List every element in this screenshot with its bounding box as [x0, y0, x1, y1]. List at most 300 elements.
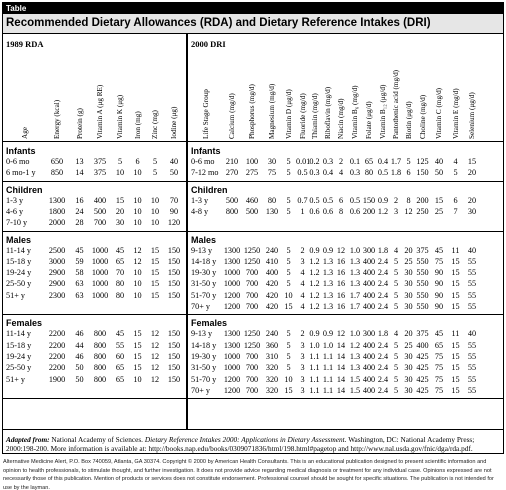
dri-value-cell: 1200: [223, 302, 241, 311]
left-col-header: Iodine (μg): [170, 106, 178, 139]
rda-age-cell: 11-14 y: [6, 329, 31, 339]
dri-value-cell: 400: [362, 363, 376, 373]
right-col-header: Calcium (mg/d): [228, 93, 236, 139]
rda-value-cell: 15: [150, 279, 160, 289]
dri-value-cell: 150: [362, 195, 376, 205]
rda-value-cell: 500: [93, 206, 107, 216]
rda-value-cell: 1000: [91, 245, 109, 255]
dri-value-cell: 1.1: [309, 374, 320, 384]
rda-value-cell: 63: [75, 290, 84, 300]
dri-value-cell: 40: [434, 157, 444, 166]
dri-value-cell: 400: [362, 302, 376, 311]
left-col-header: Protein (g): [75, 108, 84, 139]
rda-value-cell: 850: [50, 168, 64, 178]
dri-value-cell: 30: [404, 363, 413, 373]
dri-value-cell: 5: [393, 351, 399, 361]
dri-value-cell: 5: [286, 206, 291, 216]
dri-value-cell: 1000: [223, 351, 241, 361]
dri-value-cell: 4: [300, 302, 305, 311]
dri-value-cell: 5: [286, 168, 291, 178]
rda-value-cell: 800: [93, 329, 107, 339]
dri-value-cell: 5: [393, 385, 399, 395]
dri-stage-cell: 70+ y: [191, 302, 210, 311]
dri-value-cell: 5: [286, 340, 291, 350]
dri-value-cell: 14: [336, 374, 346, 384]
group-label-rda: Infants: [6, 146, 36, 156]
dri-value-cell: 30: [404, 302, 413, 311]
dri-value-cell: 1.3: [349, 256, 361, 266]
rda-age-cell: 1-3 y: [6, 195, 24, 205]
dri-value-cell: 11: [451, 245, 460, 255]
rda-value-cell: 44: [75, 340, 84, 350]
right-col-header: Vitamin B₆ (mg/d): [351, 85, 359, 139]
rda-value-cell: 10: [133, 279, 142, 289]
rda-value-cell: 14: [75, 168, 84, 178]
dri-value-cell: 1200: [223, 290, 241, 300]
dri-value-cell: 1000: [223, 268, 241, 278]
dri-value-cell: 0.3: [322, 157, 334, 166]
rda-age-cell: 4-6 y: [6, 206, 24, 216]
rda-age-cell: 25-50 y: [6, 363, 32, 373]
right-col-header: Vitamin B₁₂ (μg/d): [379, 84, 387, 139]
rda-age-cell: 19-24 y: [6, 351, 32, 361]
dri-value-cell: 90: [434, 302, 444, 311]
rda-value-cell: 15: [133, 351, 142, 361]
dri-value-cell: 0.5: [322, 195, 334, 205]
dri-value-cell: 1300: [223, 245, 241, 255]
dri-value-cell: 1.2: [309, 302, 320, 311]
dri-value-cell: 1.1: [322, 385, 334, 395]
dri-value-cell: 25: [404, 340, 413, 350]
dri-value-cell: 375: [416, 329, 429, 339]
left-col-header: Vitamin K (μg): [116, 94, 124, 139]
group-separator: [3, 314, 503, 315]
right-col-header: Choline (mg/d): [418, 94, 427, 139]
rda-value-cell: 5: [117, 157, 123, 166]
rda-value-cell: 13: [75, 157, 84, 166]
dri-stage-cell: 4-8 y: [191, 206, 209, 216]
right-col-header: Riboflavin (mg/d): [324, 86, 332, 139]
dri-value-cell: 3: [300, 374, 305, 384]
dri-value-cell: 420: [265, 279, 279, 289]
dri-value-cell: 10: [284, 374, 293, 384]
dri-value-cell: 270: [225, 168, 239, 178]
dri-value-cell: 420: [265, 302, 279, 311]
rda-value-cell: 90: [169, 206, 179, 216]
dri-value-cell: 15: [451, 351, 460, 361]
dri-value-cell: 1.1: [322, 351, 334, 361]
dri-value-cell: 12: [404, 206, 413, 216]
dri-value-cell: 5: [393, 302, 399, 311]
dri-stage-cell: 14-18 y: [191, 340, 217, 350]
dri-value-cell: 1.2: [309, 279, 320, 289]
dri-value-cell: 75: [267, 168, 277, 178]
dri-stage-cell: 9-13 y: [191, 329, 213, 339]
rda-value-cell: 45: [115, 245, 125, 255]
rda-value-cell: 10: [133, 206, 142, 216]
rda-value-cell: 1000: [91, 256, 109, 266]
dri-value-cell: 210: [225, 157, 239, 166]
right-col-header: Thiamin (mg/d): [310, 93, 319, 139]
dri-value-cell: 425: [416, 363, 429, 373]
dri-value-cell: 1.1: [322, 363, 334, 373]
dri-value-cell: 30: [404, 374, 413, 384]
dri-value-cell: 25: [404, 256, 413, 266]
dri-value-cell: 410: [265, 256, 279, 266]
dri-value-cell: 1.3: [322, 290, 334, 300]
dri-value-cell: 4: [453, 157, 458, 166]
dri-value-cell: 400: [362, 385, 376, 395]
dri-value-cell: 0.9: [309, 245, 320, 255]
dri-value-cell: 5: [286, 363, 291, 373]
dri-value-cell: 16: [336, 256, 346, 266]
dri-value-cell: 425: [416, 374, 429, 384]
rda-value-cell: 15: [150, 245, 160, 255]
dri-value-cell: 14: [336, 351, 346, 361]
dri-value-cell: 25: [434, 206, 444, 216]
dri-value-cell: 550: [416, 256, 429, 266]
rda-value-cell: 2300: [48, 290, 66, 300]
rda-value-cell: 12: [150, 351, 160, 361]
dri-stage-cell: 0-6 mo: [191, 157, 215, 166]
dri-value-cell: 20: [467, 168, 477, 178]
rda-value-cell: 46: [75, 329, 84, 339]
dri-value-cell: 1.7: [349, 290, 361, 300]
rda-value-cell: 65: [115, 256, 125, 266]
dri-value-cell: 1.0: [309, 340, 320, 350]
dri-value-cell: 2: [393, 195, 399, 205]
right-col-header: Biotin (μg/d): [404, 101, 413, 139]
dri-stage-cell: 51-70 y: [191, 290, 217, 300]
dri-value-cell: 45: [434, 329, 444, 339]
rda-value-cell: 150: [167, 340, 181, 350]
dri-value-cell: 320: [265, 363, 279, 373]
right-col-header: Niacin (mg/d): [337, 98, 345, 139]
dri-value-cell: 1.3: [349, 268, 361, 278]
rda-value-cell: 700: [93, 218, 107, 228]
dri-value-cell: 240: [265, 245, 279, 255]
dri-value-cell: 2.4: [377, 363, 389, 373]
rda-value-cell: 1000: [91, 279, 109, 289]
dri-value-cell: 275: [245, 168, 259, 178]
rda-value-cell: 30: [115, 218, 125, 228]
right-col-header: Magnesium (mg/d): [268, 83, 276, 139]
dri-value-cell: 1300: [223, 256, 241, 266]
rda-value-cell: 80: [115, 279, 125, 289]
dri-value-cell: 8: [338, 206, 344, 216]
dri-value-cell: 1.3: [349, 363, 361, 373]
rda-age-cell: 7-10 y: [6, 218, 28, 228]
source-italic: Dietary Reference Intakes 2000: Applications in Dietary Assessment.: [144, 435, 347, 444]
dri-value-cell: 55: [467, 363, 477, 373]
dri-value-cell: 55: [467, 340, 477, 350]
dri-value-cell: 3: [300, 340, 305, 350]
rda-value-cell: 150: [167, 290, 181, 300]
rda-value-cell: 50: [169, 168, 179, 178]
group-separator: [3, 398, 503, 399]
dri-stage-cell: 31-50 y: [191, 363, 217, 373]
rda-value-cell: 15: [133, 363, 142, 373]
dri-value-cell: 1.3: [322, 279, 334, 289]
rda-value-cell: 2500: [48, 245, 66, 255]
dri-value-cell: 3: [300, 363, 305, 373]
dri-value-cell: 65: [434, 340, 444, 350]
dri-value-cell: 30: [404, 268, 413, 278]
dri-value-cell: 30: [404, 279, 413, 289]
dri-value-cell: 5: [286, 157, 291, 166]
dri-value-cell: 3: [300, 256, 305, 266]
dri-value-cell: 800: [225, 206, 239, 216]
dri-value-cell: 1.7: [349, 302, 361, 311]
header-rule: [3, 141, 503, 142]
right-col-header: Fluoride (mg/d): [298, 93, 307, 139]
dri-stage-cell: 1-3 y: [191, 195, 209, 205]
dri-value-cell: 4: [300, 279, 305, 289]
source-note: [6, 435, 502, 453]
dri-value-cell: 400: [416, 340, 429, 350]
dri-value-cell: 1.2: [377, 206, 389, 216]
dri-value-cell: 2: [300, 329, 305, 339]
dri-value-cell: 0.4: [322, 168, 334, 178]
dri-value-cell: 1.2: [309, 256, 320, 266]
rda-value-cell: 50: [75, 363, 84, 373]
dri-value-cell: 1.3: [322, 302, 334, 311]
right-col-header: Vitamin D (μg/d): [284, 89, 293, 139]
right-col-header: Folate (μg/d): [365, 101, 373, 139]
dri-value-cell: 20: [467, 195, 477, 205]
rda-value-cell: 58: [75, 268, 84, 278]
dri-value-cell: 5: [393, 279, 399, 289]
dri-value-cell: 15: [451, 374, 460, 384]
dri-value-cell: 30: [404, 290, 413, 300]
dri-value-cell: 15: [451, 279, 460, 289]
rda-value-cell: 70: [169, 195, 179, 205]
dri-value-cell: 700: [245, 374, 259, 384]
dri-value-cell: 400: [362, 340, 376, 350]
dri-value-cell: 20: [404, 245, 413, 255]
dri-value-cell: 550: [416, 290, 429, 300]
rda-value-cell: 650: [50, 157, 64, 166]
rda-value-cell: 150: [167, 245, 181, 255]
dri-value-cell: 2.4: [377, 351, 389, 361]
dri-stage-cell: 19-30 y: [191, 268, 217, 278]
dri-value-cell: 8: [406, 195, 411, 205]
dri-value-cell: 425: [416, 385, 429, 395]
rda-value-cell: 375: [93, 168, 107, 178]
dri-value-cell: 15: [451, 290, 460, 300]
dri-value-cell: 2.4: [377, 290, 389, 300]
footer-copyright: Alternative Medicine Alert, P.O. Box 740059, Atlanta, GA 30374. Copyright © 2000 by American Health Consultants. This is an educational publication designed to present scientific information and opinion to health professionals, to stimulate thought, and further investigation. It does not provide advice regarding medical diagnosis or treatment for any individual case. Opinions expressed are not necessarily those of this publication. Mention of products or services does not constitute endorsement. Professional counsel should be sought for specific situations. The publication is not intended for use by the layman.: [3, 459, 494, 490]
dri-value-cell: 1.1: [309, 363, 320, 373]
rda-age-cell: 11-14 y: [6, 245, 31, 255]
dri-value-cell: 12: [336, 245, 346, 255]
dri-value-cell: 6: [406, 168, 411, 178]
dri-value-cell: 16: [336, 268, 346, 278]
dri-value-cell: 5: [393, 290, 399, 300]
dri-value-cell: 1.8: [390, 168, 402, 178]
right-col-header: Selenium (μg/d): [468, 92, 476, 139]
rda-value-cell: 12: [150, 340, 160, 350]
dri-value-cell: 50: [434, 168, 444, 178]
rda-value-cell: 40: [169, 157, 179, 166]
rda-value-cell: 12: [150, 329, 160, 339]
dri-value-cell: 1.0: [349, 245, 361, 255]
dri-value-cell: 2: [338, 157, 344, 166]
dri-value-cell: 0.2: [309, 157, 320, 166]
dri-value-cell: 55: [467, 290, 477, 300]
group-label-dri: Males: [191, 234, 217, 245]
rda-value-cell: 10: [133, 168, 142, 178]
rda-value-cell: 375: [93, 157, 107, 166]
dri-value-cell: 400: [362, 268, 376, 278]
dri-value-cell: 15: [467, 157, 477, 166]
right-col-header: Phosphorus (mg/d): [248, 84, 256, 139]
rda-value-cell: 150: [167, 329, 181, 339]
dri-value-cell: 15: [451, 385, 460, 395]
dri-value-cell: 12: [336, 329, 346, 339]
dri-value-cell: 80: [267, 195, 277, 205]
dri-value-cell: 1.3: [322, 256, 334, 266]
rda-value-cell: 1900: [48, 374, 66, 384]
left-col-header: Vitamin A (μg RE): [96, 84, 104, 139]
rda-value-cell: 10: [150, 206, 160, 216]
rda-value-cell: 2200: [48, 340, 66, 350]
dri-value-cell: 300: [362, 245, 376, 255]
rda-value-cell: 12: [150, 363, 160, 373]
dri-value-cell: 6: [338, 195, 344, 205]
dri-value-cell: 1250: [243, 245, 261, 255]
dri-value-cell: 425: [416, 351, 429, 361]
rda-value-cell: 15: [133, 329, 142, 339]
dri-value-cell: 0.1: [349, 157, 361, 166]
dri-value-cell: 0.01: [296, 157, 311, 166]
dri-value-cell: 400: [362, 290, 376, 300]
rda-value-cell: 10: [133, 290, 142, 300]
group-label-rda: Males: [6, 234, 32, 245]
rda-value-cell: 800: [93, 340, 107, 350]
dri-value-cell: 0.9: [377, 195, 389, 205]
dri-value-cell: 75: [434, 351, 444, 361]
dri-value-cell: 300: [362, 329, 376, 339]
left-col-header: Age: [21, 127, 29, 139]
dri-value-cell: 75: [434, 256, 444, 266]
dri-value-cell: 250: [416, 206, 429, 216]
dri-value-cell: 3: [300, 351, 305, 361]
dri-value-cell: 400: [265, 268, 279, 278]
dri-value-cell: 5: [286, 279, 291, 289]
dri-value-cell: 1.1: [309, 385, 320, 395]
rda-value-cell: 50: [75, 374, 84, 384]
dri-value-cell: 20: [404, 329, 413, 339]
dri-value-cell: 15: [284, 385, 293, 395]
source-label: Adapted from:: [6, 435, 50, 444]
rda-age-cell: 51+ y: [6, 374, 25, 384]
rda-value-cell: 2200: [48, 363, 66, 373]
rda-value-cell: 63: [75, 279, 84, 289]
dri-value-cell: 55: [467, 302, 477, 311]
dri-value-cell: 0.5: [309, 195, 320, 205]
rda-value-cell: 800: [93, 374, 107, 384]
dri-value-cell: 550: [416, 268, 429, 278]
dri-value-cell: 65: [364, 157, 374, 166]
dri-value-cell: 1.3: [349, 351, 361, 361]
dri-value-cell: 2.4: [377, 256, 389, 266]
group-label-dri: Children: [191, 184, 228, 195]
dri-value-cell: 5: [286, 268, 291, 278]
dri-value-cell: 0.7: [297, 195, 308, 205]
dri-value-cell: 30: [404, 351, 413, 361]
rda-value-cell: 10: [133, 218, 142, 228]
dri-value-cell: 15: [451, 256, 460, 266]
rda-value-cell: 24: [75, 206, 84, 216]
rda-value-cell: 10: [150, 195, 160, 205]
dri-value-cell: 1.2: [349, 340, 361, 350]
rda-value-cell: 80: [115, 290, 125, 300]
tab-label: Table: [3, 3, 503, 14]
dri-value-cell: 700: [245, 385, 259, 395]
rda-value-cell: 1800: [48, 206, 66, 216]
left-col-header: Energy (kcal): [53, 99, 61, 139]
dri-value-cell: 0.5: [349, 195, 361, 205]
group-label-rda: Females: [6, 318, 43, 329]
rda-value-cell: 800: [93, 363, 107, 373]
dri-value-cell: 90: [434, 268, 444, 278]
dri-value-cell: 400: [362, 256, 376, 266]
dri-value-cell: 5: [393, 256, 399, 266]
dri-value-cell: 0.3: [349, 168, 361, 178]
dri-value-cell: 1250: [243, 256, 261, 266]
dri-value-cell: 2.4: [377, 279, 389, 289]
dri-stage-cell: 31-50 y: [191, 279, 217, 289]
rda-value-cell: 65: [115, 363, 125, 373]
rda-value-cell: 1000: [91, 290, 109, 300]
dri-value-cell: 1.2: [309, 268, 320, 278]
dri-value-cell: 420: [265, 290, 279, 300]
dri-value-cell: 1.0: [349, 329, 361, 339]
dri-value-cell: 14: [336, 340, 346, 350]
rda-value-cell: 6: [135, 157, 140, 166]
rda-value-cell: 2900: [48, 279, 66, 289]
dri-value-cell: 90: [434, 290, 444, 300]
dri-value-cell: 16: [336, 302, 346, 311]
table-title: Recommended Dietary Allowances (RDA) and Dietary Reference Intakes (DRI): [3, 14, 503, 34]
dri-value-cell: 14: [336, 385, 346, 395]
dri-stage-cell: 70+ y: [191, 385, 210, 395]
dri-value-cell: 6: [453, 195, 458, 205]
dri-value-cell: 1.5: [349, 374, 361, 384]
rda-value-cell: 59: [75, 256, 84, 266]
rda-value-cell: 15: [150, 256, 160, 266]
dri-value-cell: 1300: [223, 340, 241, 350]
dri-value-cell: 0.6: [349, 206, 361, 216]
rda-value-cell: 12: [133, 256, 142, 266]
rda-value-cell: 150: [167, 279, 181, 289]
dri-value-cell: 2.4: [377, 374, 389, 384]
dri-value-cell: 125: [416, 157, 429, 166]
dri-value-cell: 55: [467, 385, 477, 395]
dri-value-cell: 5: [393, 268, 399, 278]
dri-value-cell: 0.9: [322, 329, 334, 339]
rda-value-cell: 16: [75, 195, 84, 205]
dri-value-cell: 0.9: [309, 329, 320, 339]
rda-value-cell: 15: [133, 340, 142, 350]
rda-value-cell: 55: [115, 340, 125, 350]
dri-value-cell: 1.1: [309, 351, 320, 361]
rda-value-cell: 15: [115, 195, 125, 205]
dri-stage-cell: 7-12 mo: [191, 168, 219, 178]
dri-value-cell: 3: [300, 385, 305, 395]
dri-value-cell: 4: [393, 245, 399, 255]
